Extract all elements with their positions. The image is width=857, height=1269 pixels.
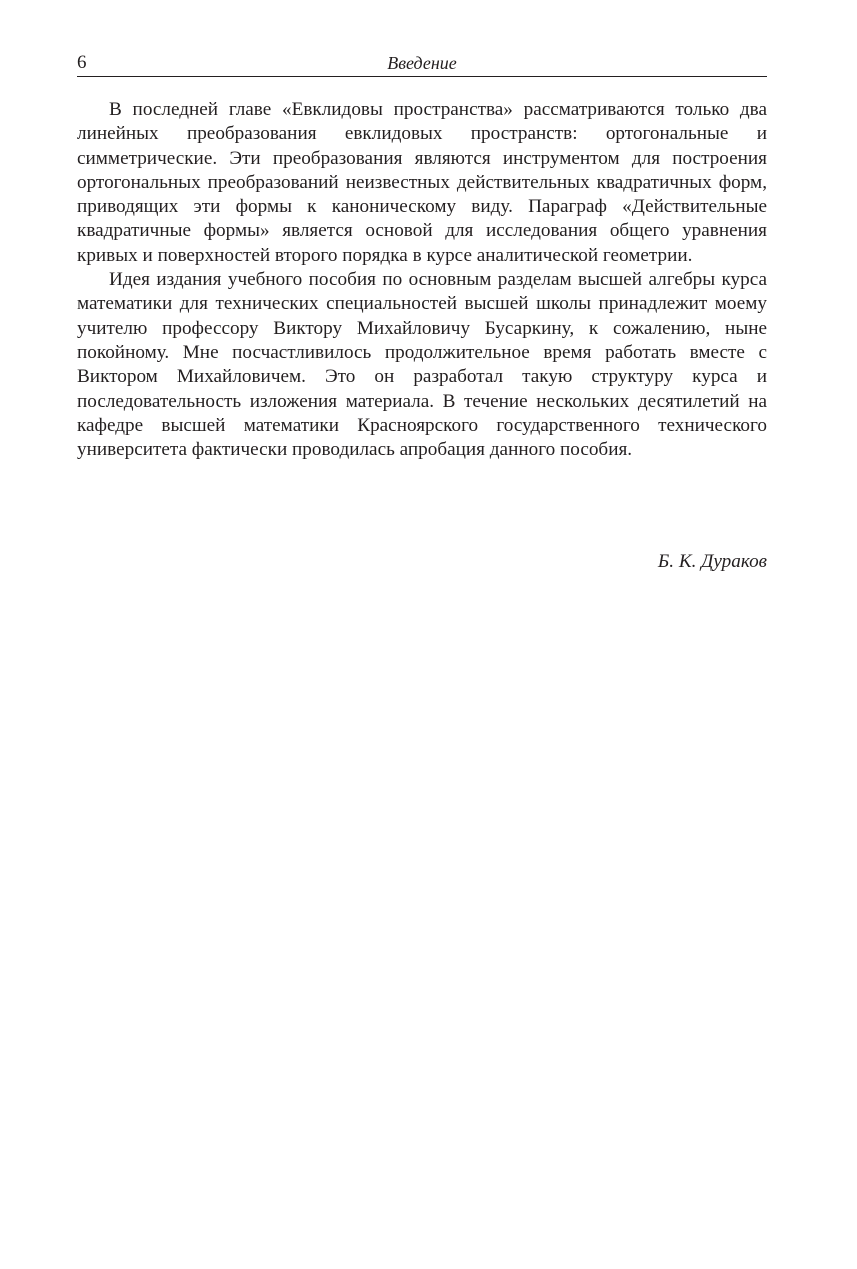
running-title: Введение <box>387 53 457 73</box>
page-header <box>77 52 767 77</box>
author-signature: Б. К. Дураков <box>657 551 767 572</box>
paragraph: В последней главе «Евклидовы пространства» рассматриваются только два линейных преобразования евклидовых пространств: ортогональные и симметрические. Эти преобразования являются инструментом для построения ортогональных преобразований неизвестных действительных квадратичных форм, приводящих эти формы к каноническому виду. Параграф «Действительные квадратичные формы» является основой для исследования общего уравнения кривых и поверхностей второго порядка в курсе аналитической геометрии. <box>77 99 767 266</box>
body-text <box>77 98 767 462</box>
page-number: 6 <box>77 52 87 73</box>
paragraph: Идея издания учебного пособия по основным разделам высшей алгебры курса математики для технических специальностей высшей школы принадлежит моему учителю профессору Виктору Михайловичу Бусаркину, к сожалению, ныне покойному. Мне посчастливилось продолжительное время работать вместе с Виктором Михайловичем. Это он разработал такую структуру курса и последовательность изложения материала. В течение нескольких десятилетий на кафедре высшей математики Красноярского государственного технического университета фактически проводилась апробация данного пособия. <box>77 269 767 461</box>
